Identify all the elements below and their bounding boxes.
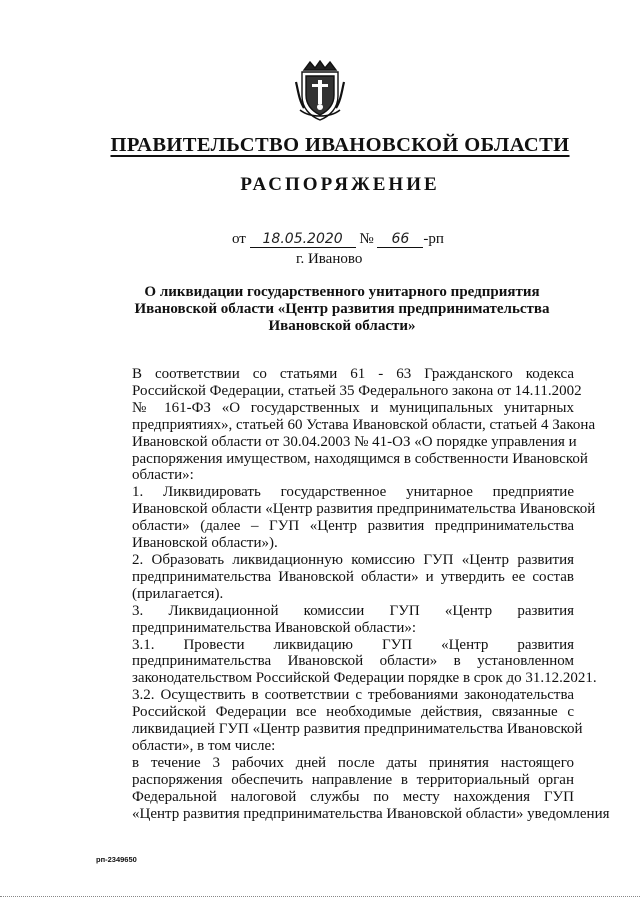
paragraph-3-2	[96, 687, 583, 755]
number-sign: №	[359, 231, 374, 247]
text-line: № 161-ФЗ «О государственных и муниципальных унитарных	[132, 399, 574, 416]
text-line: Ивановской области от 30.04.2003 № 41-ОЗ «О порядке управления и	[132, 433, 577, 450]
number-suffix: -рп	[423, 231, 444, 247]
text-line: (прилагается).	[132, 585, 224, 602]
date-number-line	[232, 231, 444, 248]
subject-heading	[95, 284, 589, 335]
text-line: Ивановской области «Центр развития предпринимательства Ивановской	[132, 501, 596, 518]
text-line: предпринимательства Ивановской области» и утвердить ее состав	[132, 568, 574, 585]
scan-edge-divider	[0, 896, 640, 897]
text-line: Федеральной налоговой службы по месту нахождения ГУП	[132, 788, 574, 805]
coat-of-arms-icon	[294, 60, 346, 122]
text-line: в течение 3 рабочих дней после даты принятия настоящего	[132, 754, 574, 771]
text-line: Российской Федерации все необходимые действия, связанные с	[132, 704, 574, 721]
document-type: РАСПОРЯЖЕНИЕ	[240, 174, 440, 195]
text-line: 3. Ликвидационной комиссии ГУП «Центр развития	[132, 602, 574, 619]
text-line: предприятиях», статьей 60 Устава Ивановской области, статьей 4 Закона	[132, 416, 596, 433]
text-line: «Центр развития предпринимательства Ивановской области» уведомления	[132, 805, 610, 822]
text-line: области»:	[132, 467, 194, 484]
subject-line: Ивановской области»	[268, 318, 416, 334]
government-title: ПРАВИТЕЛЬСТВО ИВАНОВСКОЙ ОБЛАСТИ	[110, 134, 570, 156]
paragraph-3-1	[96, 636, 597, 688]
footer-document-code: рп-2349650	[96, 855, 137, 864]
text-line: ликвидацией ГУП «Центр развития предпринимательства Ивановской	[132, 721, 583, 738]
text-line: 3.2. Осуществить в соответствии с требованиями законодательства	[132, 687, 574, 704]
text-line: В соответствии со статьями 61 - 63 Гражданского кодекса	[132, 366, 574, 382]
date-prefix: от	[232, 231, 246, 247]
handwritten-number: 66	[377, 231, 423, 248]
text-line: 3.1. Провести ликвидацию ГУП «Центр развития	[132, 636, 574, 653]
text-line: законодательством Российской Федерации порядке в срок до 31.12.2021.	[132, 670, 597, 687]
text-line: 2. Образовать ликвидационную комиссию ГУП «Центр развития	[132, 551, 574, 568]
subject-line: Ивановской области «Центр развития предпринимательства	[134, 301, 550, 317]
text-line: области» (далее – ГУП «Центр развития предпринимательства	[132, 518, 574, 535]
city: г. Иваново	[296, 251, 363, 267]
text-line: 1. Ликвидировать государственное унитарное предприятие	[132, 484, 574, 501]
text-line: области», в том числе:	[132, 737, 276, 754]
text-line: распоряжения имуществом, находящимся в собственности Ивановской	[132, 450, 588, 467]
paragraph-last	[96, 754, 610, 823]
paragraph-2	[96, 552, 574, 603]
paragraph-3	[96, 603, 574, 637]
subject-line: О ликвидации государственного унитарного предприятия	[144, 284, 540, 300]
document-body	[96, 366, 610, 822]
text-line: Российской Федерации, статьей 35 Федерального закона от 14.11.2002	[132, 382, 582, 399]
paragraph-1	[96, 484, 596, 552]
text-line: предпринимательства Ивановской области» в установленном	[132, 653, 574, 670]
text-line: распоряжения обеспечить направление в территориальный орган	[132, 771, 574, 788]
text-line: предпринимательства Ивановской области»:	[132, 619, 417, 636]
handwritten-date: 18.05.2020	[250, 231, 356, 248]
paragraph-intro	[96, 366, 596, 484]
text-line: Ивановской области»).	[132, 535, 278, 552]
